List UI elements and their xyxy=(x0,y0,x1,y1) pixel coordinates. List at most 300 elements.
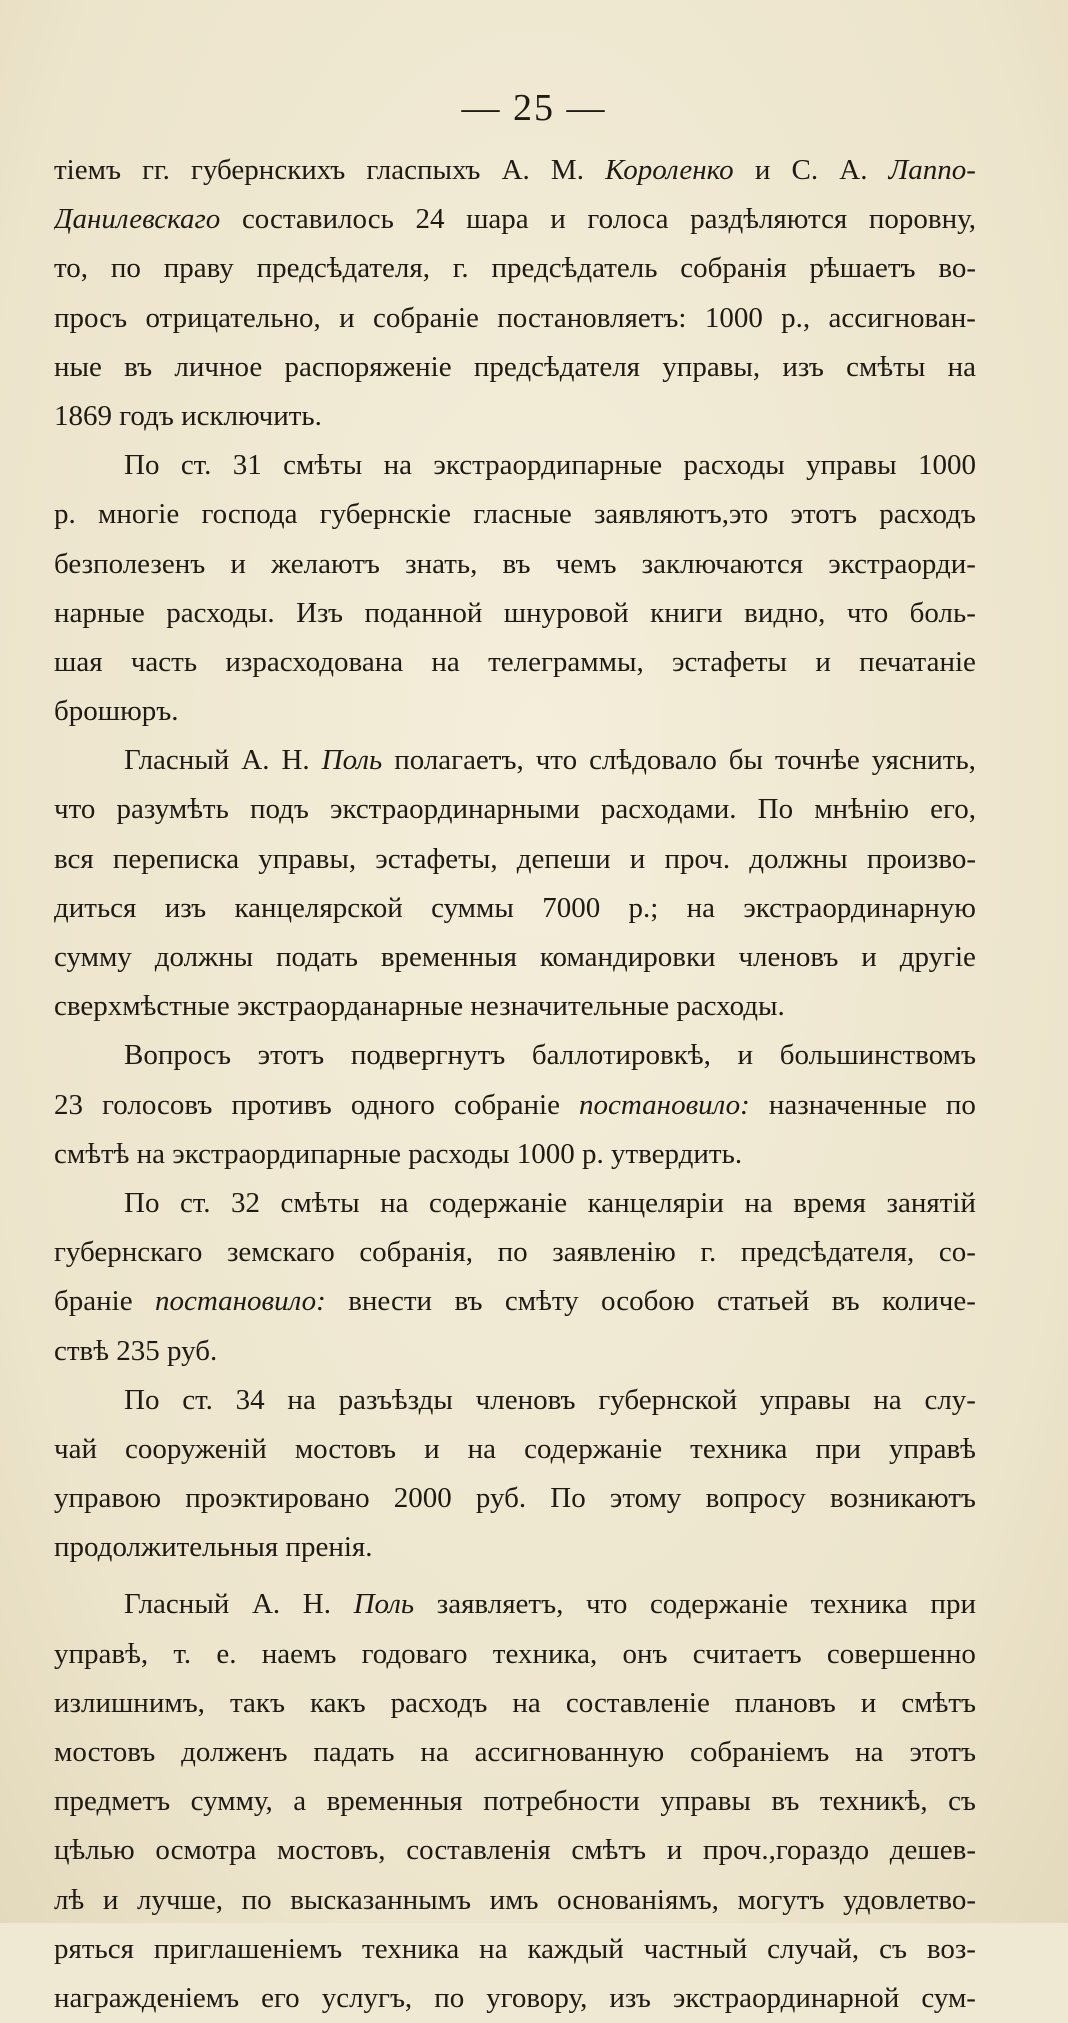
word: браніе xyxy=(54,1285,133,1318)
word: случай, xyxy=(767,1932,860,1965)
word: совершенно xyxy=(826,1637,976,1670)
word: и xyxy=(550,203,566,236)
word: годоваго xyxy=(361,1637,468,1670)
word: съ xyxy=(948,1785,976,1818)
text-line xyxy=(54,392,976,441)
word: смѣты xyxy=(846,350,926,383)
word: на xyxy=(479,1932,508,1965)
word: при xyxy=(815,1432,861,1465)
word: канцелярской xyxy=(234,891,403,924)
word: гласные xyxy=(473,498,572,531)
text-line xyxy=(54,1228,976,1277)
word: сум- xyxy=(921,1981,976,2014)
word: голосовъ xyxy=(102,1088,213,1121)
text-line xyxy=(54,294,976,343)
word: ряться xyxy=(54,1932,134,1965)
word: губернскіе xyxy=(319,498,451,531)
word: ст. xyxy=(180,449,212,482)
word: руб. xyxy=(475,1482,527,1515)
word: заявляютъ,это xyxy=(593,498,769,531)
word: 1000 xyxy=(516,1137,582,1170)
word: частный xyxy=(643,1932,748,1965)
word: видно, xyxy=(744,596,826,629)
word: этотъ xyxy=(909,1736,976,1768)
word: на xyxy=(744,1186,773,1219)
word: собраніе xyxy=(372,301,479,334)
word: расходы. xyxy=(676,990,785,1023)
word: годъ xyxy=(119,399,182,432)
word: этотъ xyxy=(257,1039,325,1072)
text-line xyxy=(54,1327,976,1376)
word: подвергнутъ xyxy=(350,1039,506,1072)
word: назначенные xyxy=(768,1088,927,1121)
word: подать xyxy=(275,941,358,973)
word: книги xyxy=(650,596,723,629)
word: По xyxy=(124,449,160,482)
word: А. xyxy=(241,744,270,777)
word: на xyxy=(947,350,976,383)
word: на xyxy=(873,1383,902,1416)
word: боль- xyxy=(909,596,976,629)
word: бы xyxy=(728,744,764,777)
word: депеши xyxy=(516,842,611,875)
word: вопросу xyxy=(705,1482,806,1515)
word: проч.,гораздо xyxy=(702,1834,870,1867)
word: падать xyxy=(313,1736,395,1768)
word: Изъ xyxy=(296,596,344,629)
text-line xyxy=(54,1876,976,1925)
italic-word: постановило: xyxy=(154,1285,326,1318)
text-line xyxy=(54,343,976,392)
word: экстраординарную xyxy=(743,891,976,924)
word: временныя xyxy=(380,941,517,973)
word: уговору, xyxy=(486,1981,588,2014)
text-line xyxy=(54,1130,976,1179)
word: управѣ, xyxy=(54,1637,149,1670)
word: желаютъ xyxy=(271,547,380,580)
word: техника xyxy=(690,1432,788,1465)
word: незначительные xyxy=(470,990,677,1023)
word: По xyxy=(124,1383,160,1416)
word: экстраордипарные xyxy=(433,449,663,482)
italic-word: Поль xyxy=(353,1588,415,1621)
word: подъ xyxy=(249,793,309,826)
word: смѣту xyxy=(504,1285,579,1318)
text-line xyxy=(54,1376,976,1425)
word: шая xyxy=(54,645,103,678)
word: что xyxy=(535,744,578,777)
word: долженъ xyxy=(181,1736,288,1768)
italic-word: Поль xyxy=(321,744,383,777)
word: По xyxy=(550,1482,586,1515)
word: изъ xyxy=(609,1981,651,2014)
word: по xyxy=(497,1236,528,1269)
text-line xyxy=(54,1081,976,1130)
word: содержаніе xyxy=(649,1588,788,1621)
word: губернской xyxy=(598,1383,738,1416)
word: 235 xyxy=(116,1334,167,1367)
word: чай xyxy=(54,1432,97,1465)
word: и xyxy=(102,1883,119,1916)
word: потребности xyxy=(483,1785,640,1818)
word: А. xyxy=(251,1588,281,1621)
word: точнѣе xyxy=(775,744,860,777)
word: техника, xyxy=(492,1637,598,1670)
word: воз- xyxy=(926,1932,976,1965)
word: заявляетъ, xyxy=(436,1588,564,1621)
text-line xyxy=(54,1974,976,2023)
word: пренія. xyxy=(285,1531,373,1564)
word: содержаніе xyxy=(524,1432,663,1465)
word: управы, xyxy=(662,350,761,383)
text-line xyxy=(54,1580,976,1629)
word: мостовъ xyxy=(54,1736,156,1768)
word: губернскаго xyxy=(54,1236,203,1269)
word: уяснить, xyxy=(871,744,976,777)
word: расходъ xyxy=(879,498,976,531)
word: въ xyxy=(502,547,531,580)
text-line xyxy=(54,146,976,195)
word: а xyxy=(293,1785,307,1818)
word: по xyxy=(434,1981,465,2014)
word: предсѣдатель xyxy=(491,252,658,285)
word: постановляетъ: xyxy=(497,301,687,334)
word: на xyxy=(287,1383,316,1416)
word: ст. xyxy=(179,1186,211,1219)
word: сумму xyxy=(54,941,132,973)
word: управѣ xyxy=(889,1432,976,1465)
word: сумму, xyxy=(190,1785,273,1818)
word: вся xyxy=(54,842,94,875)
word: Н. xyxy=(281,744,310,777)
word: 32 xyxy=(231,1186,261,1219)
word: А. xyxy=(839,154,868,186)
word: тіемъ xyxy=(54,154,121,186)
word: телеграммы, xyxy=(488,645,644,678)
word: мостовъ, xyxy=(277,1834,386,1867)
word: ассигнованную xyxy=(474,1736,665,1768)
word: имъ xyxy=(489,1883,539,1916)
word: личное xyxy=(174,350,263,383)
word: смѣты xyxy=(283,449,363,482)
word: что xyxy=(585,1588,628,1621)
word: высказаннымъ xyxy=(290,1883,472,1916)
text-line xyxy=(54,638,976,687)
text-line xyxy=(54,1826,976,1875)
word: такъ xyxy=(229,1686,285,1719)
word: е. xyxy=(216,1637,237,1670)
word: продолжительныя xyxy=(54,1531,286,1564)
word: и xyxy=(861,941,877,973)
text-line xyxy=(54,933,976,982)
word: на xyxy=(420,1736,449,1768)
text-line xyxy=(54,490,976,539)
word: баллотировкѣ, xyxy=(531,1039,711,1072)
word: печатаніе xyxy=(859,645,976,678)
word: статьей xyxy=(716,1285,810,1318)
word: техникѣ, xyxy=(819,1785,928,1818)
word: управы, xyxy=(258,842,357,875)
word: одного xyxy=(350,1088,435,1121)
word: полагаетъ, xyxy=(394,744,524,777)
word: переписка xyxy=(112,842,240,875)
word: количе- xyxy=(882,1285,976,1318)
word: экстраорданарные xyxy=(237,990,471,1023)
word: расходы. xyxy=(166,596,275,629)
text-line xyxy=(54,1277,976,1326)
word: По xyxy=(124,1186,160,1219)
word: и xyxy=(815,645,831,678)
word: на xyxy=(855,1736,884,1768)
word: на xyxy=(467,1432,497,1465)
word: ст. xyxy=(182,1383,213,1416)
word: съ xyxy=(879,1932,907,1965)
italic-word: Данилевскаго xyxy=(54,203,221,236)
word: смѣтѣ xyxy=(54,1137,137,1170)
word: то, xyxy=(54,252,89,285)
word: приглашеніемъ xyxy=(153,1932,343,1965)
text-line xyxy=(54,1925,976,1974)
word: изъ xyxy=(782,350,824,383)
word: могутъ xyxy=(737,1883,825,1916)
word: исключить. xyxy=(181,399,322,432)
italic-word: Лаппо- xyxy=(888,154,976,186)
word: собраніе xyxy=(454,1088,560,1121)
word: Н. xyxy=(302,1588,331,1621)
word: услугъ, xyxy=(321,1981,413,2014)
text-line xyxy=(54,244,976,293)
word: канцеляріи xyxy=(587,1186,724,1219)
word: праву xyxy=(163,252,234,285)
word: земскаго xyxy=(226,1236,335,1269)
word: въ xyxy=(454,1285,483,1318)
italic-word: постановило: xyxy=(579,1088,750,1121)
word: и xyxy=(754,154,771,186)
word: управы xyxy=(806,449,897,482)
word: экстраординарными xyxy=(330,793,580,826)
word: А. xyxy=(501,154,530,186)
word: Гласный xyxy=(124,744,230,777)
word: въ xyxy=(124,350,153,383)
word: лучше, xyxy=(136,1883,223,1916)
word: и xyxy=(737,1039,754,1072)
word: рѣшаетъ xyxy=(809,252,916,285)
word: содержаніе xyxy=(429,1186,568,1219)
word: на xyxy=(380,1186,409,1219)
text-line xyxy=(54,1474,976,1523)
word: экстраординарной xyxy=(672,1981,900,2014)
word: смѣтъ xyxy=(901,1686,976,1719)
word: со- xyxy=(938,1236,976,1269)
word: расходы xyxy=(683,449,785,482)
word: предсѣдателя, xyxy=(256,252,430,285)
word: суммы xyxy=(431,891,514,924)
word: отрицательно, xyxy=(145,301,321,334)
word: предсѣдателя xyxy=(473,350,641,383)
word: многіе xyxy=(98,498,180,531)
word: 1000 xyxy=(704,301,763,334)
word: составленіе xyxy=(565,1686,710,1719)
word: осмотра xyxy=(155,1834,257,1867)
word: собраніемъ xyxy=(689,1736,830,1768)
text-line xyxy=(54,884,976,933)
word: собранія xyxy=(680,252,787,285)
word: часть xyxy=(130,645,198,678)
word: другіе xyxy=(899,941,976,973)
word: что xyxy=(54,793,96,826)
word: заключаются xyxy=(641,547,804,580)
word: расходами. xyxy=(600,793,737,826)
word: на xyxy=(431,645,460,678)
text-line xyxy=(54,687,976,736)
word: господа xyxy=(201,498,298,531)
word: въ xyxy=(831,1285,860,1318)
word: смѣты xyxy=(280,1186,360,1219)
word: чемъ xyxy=(555,547,617,580)
word: должны xyxy=(749,842,848,875)
word: противъ xyxy=(231,1088,332,1121)
text-line xyxy=(54,785,976,834)
word: управы xyxy=(759,1383,851,1416)
word: заявленію xyxy=(552,1236,676,1269)
word: т. xyxy=(173,1637,192,1670)
word: расходъ xyxy=(390,1686,488,1719)
word: 1869 xyxy=(54,399,120,432)
word: проэктировано xyxy=(185,1482,370,1515)
word: ассигнован- xyxy=(828,301,976,334)
word: сооруженій xyxy=(125,1432,267,1465)
word: во- xyxy=(938,252,976,285)
word: слу- xyxy=(924,1383,976,1416)
word: р. xyxy=(581,1137,611,1170)
word: членовъ xyxy=(475,1383,576,1416)
body-text xyxy=(54,146,976,2023)
text-line xyxy=(54,195,976,244)
word: г. xyxy=(700,1236,717,1269)
word: 34 xyxy=(235,1383,265,1416)
word: ные xyxy=(54,350,102,383)
word: возникаютъ xyxy=(829,1482,976,1515)
word: С. xyxy=(791,154,819,186)
word: 31 xyxy=(232,449,262,482)
word: По xyxy=(757,793,794,826)
text-line xyxy=(54,540,976,589)
word: этотъ xyxy=(790,498,857,531)
word: составилось xyxy=(241,203,394,236)
italic-word: Короленко xyxy=(605,154,734,186)
word: поданной xyxy=(364,596,483,629)
word: плановъ xyxy=(734,1686,836,1719)
word: р.; xyxy=(628,891,659,924)
word: излишнимъ, xyxy=(54,1686,205,1719)
word: управы xyxy=(660,1785,751,1818)
word: израсходована xyxy=(225,645,404,678)
word: М. xyxy=(550,154,584,186)
word: брошюръ. xyxy=(54,695,179,728)
word: его, xyxy=(930,793,976,826)
word: и xyxy=(230,547,246,580)
word: занятій xyxy=(886,1186,976,1219)
word: р. xyxy=(54,498,76,531)
text-line xyxy=(54,1031,976,1080)
word: наемъ xyxy=(261,1637,337,1670)
word: и xyxy=(629,842,646,875)
word: раздѣляются xyxy=(690,203,848,236)
text-line xyxy=(54,1630,976,1679)
word: внести xyxy=(348,1285,433,1318)
word: техника xyxy=(362,1932,460,1965)
word: распоряженіе xyxy=(284,350,452,383)
word: дешев- xyxy=(889,1834,976,1867)
word: предсѣдателя, xyxy=(740,1236,915,1269)
word: 7000 xyxy=(542,891,601,924)
word: по xyxy=(241,1883,272,1916)
word: 23 xyxy=(54,1088,83,1121)
word: голоса xyxy=(587,203,669,236)
word: на xyxy=(136,1137,173,1170)
word: на xyxy=(512,1686,541,1719)
word: Вопросъ xyxy=(124,1039,231,1072)
word: и xyxy=(424,1432,440,1465)
word: р., xyxy=(781,301,811,334)
word: по xyxy=(945,1088,976,1121)
word: и xyxy=(666,1834,683,1867)
word: губернскихъ xyxy=(191,154,346,186)
word: при xyxy=(930,1588,976,1621)
word: составленія xyxy=(406,1834,551,1867)
word: мнѣнію xyxy=(814,793,910,826)
word: гг. xyxy=(142,154,170,186)
word: этому xyxy=(609,1482,682,1515)
text-line xyxy=(54,1179,976,1228)
word: собранія, xyxy=(359,1236,473,1269)
word: и xyxy=(860,1686,877,1719)
word: 24 xyxy=(415,203,445,236)
word: эстафеты, xyxy=(375,842,498,875)
word: по xyxy=(110,252,141,285)
word: диться xyxy=(54,891,137,924)
word: экстраордипарные xyxy=(172,1137,409,1170)
word: каждый xyxy=(527,1932,624,1965)
word: знать, xyxy=(405,547,478,580)
word: управою xyxy=(54,1482,162,1515)
word: слѣдовало xyxy=(589,744,717,777)
word: въ xyxy=(771,1785,800,1818)
word: должны xyxy=(154,941,254,973)
text-line xyxy=(54,1728,976,1777)
word: время xyxy=(793,1186,867,1219)
text-line xyxy=(54,589,976,638)
word: разумѣть xyxy=(116,793,229,826)
word: цѣлью xyxy=(54,1834,135,1867)
word: и xyxy=(339,301,355,334)
word: шнуровой xyxy=(503,596,629,629)
word: на xyxy=(383,449,413,482)
word: 2000 xyxy=(393,1482,452,1515)
word: какъ xyxy=(310,1686,366,1719)
word: онъ xyxy=(622,1637,668,1670)
word: награжденіемъ xyxy=(54,1981,240,2014)
text-line xyxy=(54,982,976,1031)
word: г. xyxy=(452,252,469,285)
word: считаетъ xyxy=(692,1637,802,1670)
text-line xyxy=(54,1425,976,1474)
word: Гласный xyxy=(124,1588,230,1621)
word: особою xyxy=(601,1285,695,1318)
word: разъѣзды xyxy=(338,1383,453,1416)
word: что xyxy=(846,596,889,629)
text-line xyxy=(54,441,976,490)
